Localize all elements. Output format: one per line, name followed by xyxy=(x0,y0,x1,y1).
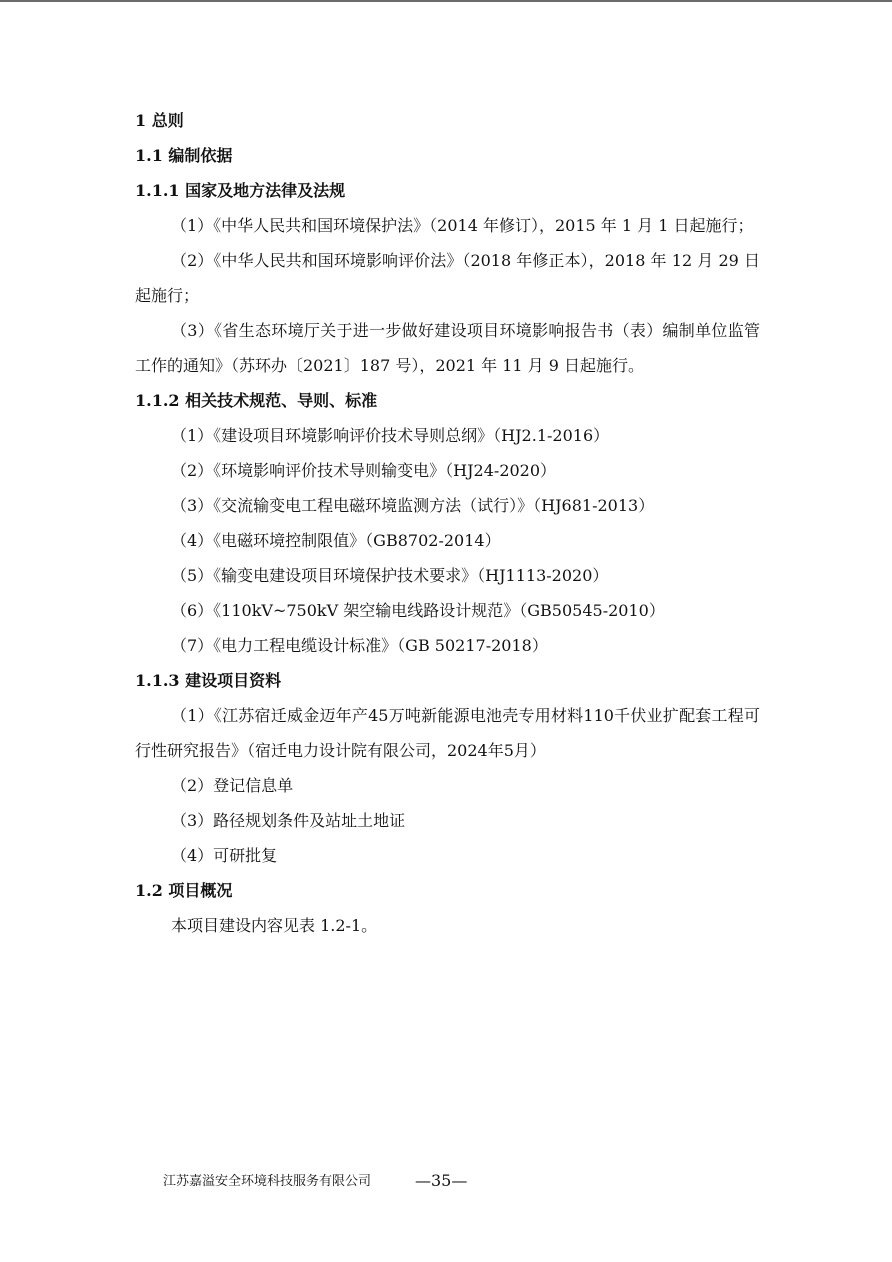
standard-item: （1）《建设项目环境影响评价技术导则总纲》（HJ2.1-2016） xyxy=(171,426,610,445)
top-rule xyxy=(0,0,892,2)
material-item: （2）登记信息单 xyxy=(171,776,294,795)
standard-item: （3）《交流输变电工程电磁环境监测方法（试行）》（HJ681-2013） xyxy=(171,496,655,515)
footer-company: 江苏嘉溢安全环境科技服务有限公司 xyxy=(163,1174,372,1189)
standard-item: （4）《电磁环境控制限值》（GB8702-2014） xyxy=(171,531,501,550)
page-number: —35— xyxy=(415,1171,468,1190)
heading-overview: 1.2 项目概况 xyxy=(135,881,233,900)
law-item: （3）《省生态环境厅关于进一步做好建设项目环境影响报告书（表）编制单位监管工作的通知》（苏环办〔2021〕187 号），2021 年 11 月 9 日起施行。 xyxy=(135,321,760,375)
standard-item: （6）《110kV~750kV 架空输电线路设计规范》（GB50545-2010） xyxy=(171,601,665,620)
standard-item: （2）《环境影响评价技术导则输变电》（HJ24-2020） xyxy=(171,461,557,480)
overview-text: 本项目建设内容见表 1.2-1。 xyxy=(171,916,378,935)
law-item: （2）《中华人民共和国环境影响评价法》（2018 年修正本），2018 年 12 月 29 日起施行； xyxy=(135,251,760,305)
heading-laws: 1.1.1 国家及地方法律及法规 xyxy=(135,181,346,200)
standard-item: （5）《输变电建设项目环境保护技术要求》（HJ1113-2020） xyxy=(171,566,609,585)
material-item: （4）可研批复 xyxy=(171,846,278,865)
material-item: （1）《江苏宿迁威金迈年产45万吨新能源电池壳专用材料110千伏业扩配套工程可行性研究报告》（宿迁电力设计院有限公司，2024年5月） xyxy=(135,706,760,760)
standard-item: （7）《电力工程电缆设计标准》（GB 50217-2018） xyxy=(171,636,548,655)
law-item: （1）《中华人民共和国环境保护法》（2014 年修订），2015 年 1 月 1 日起施行； xyxy=(171,216,754,235)
heading-general: 1 总则 xyxy=(135,111,184,130)
material-item: （3）路径规划条件及站址土地证 xyxy=(171,811,406,830)
heading-standards: 1.1.2 相关技术规范、导则、标准 xyxy=(135,391,378,410)
heading-basis: 1.1 编制依据 xyxy=(135,146,233,165)
document-body xyxy=(135,103,760,943)
heading-materials: 1.1.3 建设项目资料 xyxy=(135,671,282,690)
